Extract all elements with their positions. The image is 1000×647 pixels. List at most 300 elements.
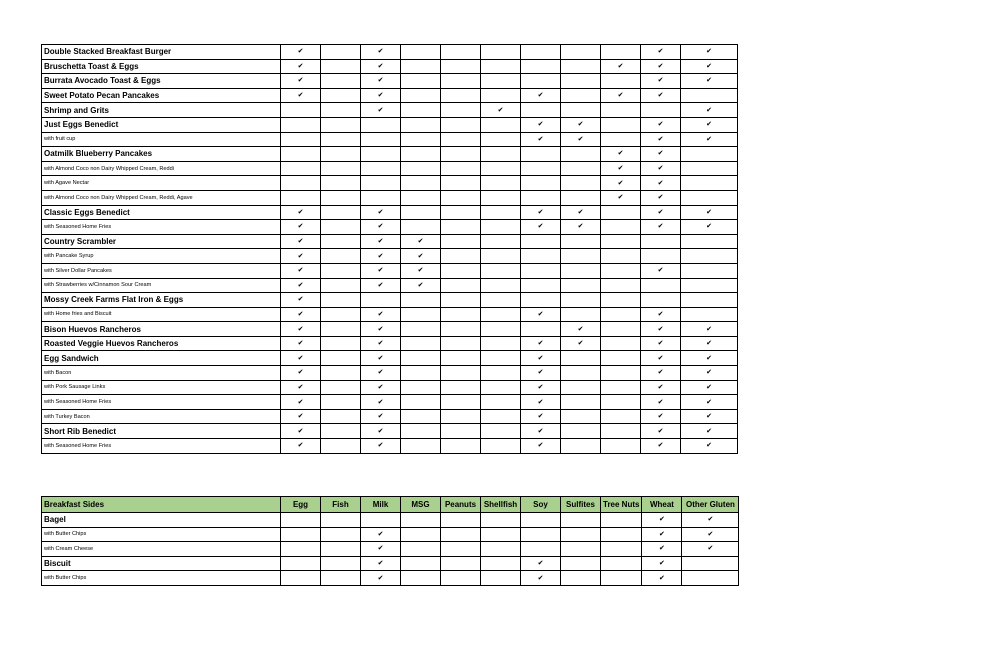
allergen-cell xyxy=(281,527,321,542)
check-icon: ✔ xyxy=(297,238,304,246)
allergen-cell xyxy=(401,439,441,454)
allergen-cell xyxy=(641,205,681,220)
check-icon: ✔ xyxy=(577,121,584,129)
allergen-cell xyxy=(561,234,601,249)
allergen-cell xyxy=(441,293,481,308)
allergen-cell xyxy=(481,293,521,308)
table-row xyxy=(42,322,738,337)
table-row xyxy=(42,395,738,410)
allergen-cell xyxy=(641,366,681,381)
allergen-cell xyxy=(441,176,481,191)
table-row xyxy=(42,366,738,381)
allergen-cell xyxy=(601,366,641,381)
allergen-cell xyxy=(561,161,601,176)
allergen-cell xyxy=(481,380,521,395)
allergen-cell xyxy=(521,45,561,60)
allergen-cell xyxy=(401,278,441,293)
allergen-cell xyxy=(441,234,481,249)
table-row xyxy=(42,293,738,308)
allergen-cell xyxy=(361,190,401,205)
allergen-cell xyxy=(441,513,481,528)
allergen-cell xyxy=(321,556,361,571)
allergen-cell xyxy=(681,366,738,381)
check-icon: ✔ xyxy=(659,545,665,553)
check-icon: ✔ xyxy=(657,340,664,348)
check-icon: ✔ xyxy=(706,442,712,450)
allergen-cell xyxy=(561,278,601,293)
allergen-cell xyxy=(681,74,738,89)
allergen-cell xyxy=(321,161,361,176)
allergen-cell xyxy=(521,556,561,571)
allergen-cell xyxy=(401,409,441,424)
allergen-cell xyxy=(401,424,441,439)
allergen-cell xyxy=(601,59,641,74)
sides-header-row xyxy=(42,497,739,513)
allergen-cell xyxy=(361,439,401,454)
allergen-cell xyxy=(321,205,361,220)
check-icon: ✔ xyxy=(657,150,664,158)
check-icon: ✔ xyxy=(537,223,544,231)
allergen-cell xyxy=(561,513,601,528)
check-icon: ✔ xyxy=(657,121,664,129)
allergen-cell xyxy=(601,117,641,132)
allergen-cell xyxy=(361,542,401,557)
menu-item-name: Burrata Avocado Toast & Eggs xyxy=(42,74,281,89)
allergen-cell xyxy=(281,439,321,454)
allergen-cell xyxy=(321,542,361,557)
allergen-cell xyxy=(641,234,681,249)
allergen-cell xyxy=(361,351,401,366)
allergen-cell xyxy=(361,366,401,381)
check-icon: ✔ xyxy=(657,427,664,435)
check-icon: ✔ xyxy=(706,48,712,56)
allergen-cell xyxy=(481,366,521,381)
allergen-cell xyxy=(281,88,321,103)
table-row xyxy=(42,278,738,293)
allergen-cell xyxy=(681,234,738,249)
allergen-cell xyxy=(321,527,361,542)
sides-table-body xyxy=(42,513,739,586)
allergen-cell xyxy=(601,439,641,454)
allergen-cell xyxy=(441,527,481,542)
table-row xyxy=(42,263,738,278)
allergen-cell xyxy=(361,59,401,74)
allergen-cell xyxy=(601,220,641,235)
allergen-cell xyxy=(481,205,521,220)
check-icon: ✔ xyxy=(657,442,664,450)
allergen-cell xyxy=(681,395,738,410)
allergen-cell xyxy=(361,103,401,118)
allergen-cell xyxy=(641,395,681,410)
allergen-cell xyxy=(561,190,601,205)
allergen-cell xyxy=(441,322,481,337)
check-icon: ✔ xyxy=(707,530,714,538)
check-icon: ✔ xyxy=(297,340,304,348)
allergen-cell xyxy=(401,205,441,220)
allergen-cell xyxy=(401,336,441,351)
check-icon: ✔ xyxy=(377,252,384,260)
allergen-cell xyxy=(641,307,681,322)
allergen-cell xyxy=(321,571,361,586)
allergen-cell xyxy=(281,161,321,176)
check-icon: ✔ xyxy=(297,427,304,435)
check-icon: ✔ xyxy=(377,92,384,100)
allergen-cell xyxy=(281,263,321,278)
allergen-cell xyxy=(681,409,738,424)
allergen-cell xyxy=(681,293,738,308)
allergen-cell xyxy=(441,307,481,322)
allergen-cell xyxy=(321,366,361,381)
check-icon: ✔ xyxy=(706,62,712,70)
menu-item-name: Sweet Potato Pecan Pancakes xyxy=(42,88,281,103)
check-icon: ✔ xyxy=(657,267,664,275)
table-row xyxy=(42,409,738,424)
check-icon: ✔ xyxy=(297,398,304,406)
allergen-cell xyxy=(481,336,521,351)
allergen-cell xyxy=(601,263,641,278)
check-icon: ✔ xyxy=(577,325,584,333)
allergen-cell xyxy=(441,190,481,205)
allergen-cell xyxy=(681,59,738,74)
check-icon: ✔ xyxy=(417,252,424,260)
menu-item-variant: with Almond Coco non Dairy Whipped Cream, Reddi, Agave xyxy=(42,190,281,205)
allergen-cell xyxy=(361,322,401,337)
allergen-cell xyxy=(321,190,361,205)
allergen-cell xyxy=(481,527,521,542)
check-icon: ✔ xyxy=(706,208,712,216)
menu-item-variant: with Pancake Syrup xyxy=(42,249,281,264)
check-icon: ✔ xyxy=(657,194,664,202)
check-icon: ✔ xyxy=(297,325,304,333)
allergen-cell xyxy=(481,439,521,454)
check-icon: ✔ xyxy=(297,267,304,275)
check-icon: ✔ xyxy=(657,77,664,85)
allergen-cell xyxy=(481,161,521,176)
check-icon: ✔ xyxy=(497,106,504,114)
check-icon: ✔ xyxy=(297,92,304,100)
allergen-cell xyxy=(481,117,521,132)
column-header: Peanuts xyxy=(441,497,481,513)
allergen-cell xyxy=(682,513,739,528)
allergen-cell xyxy=(641,132,681,147)
allergen-cell xyxy=(561,132,601,147)
allergen-cell xyxy=(401,249,441,264)
check-icon: ✔ xyxy=(659,516,665,524)
check-icon: ✔ xyxy=(707,545,714,553)
table-row xyxy=(42,380,738,395)
allergen-cell xyxy=(361,234,401,249)
allergen-cell xyxy=(401,220,441,235)
allergen-cell xyxy=(601,190,641,205)
allergen-cell xyxy=(321,263,361,278)
allergen-cell xyxy=(361,293,401,308)
allergen-cell xyxy=(681,351,738,366)
allergen-cell xyxy=(481,409,521,424)
check-icon: ✔ xyxy=(417,281,424,289)
allergen-cell xyxy=(281,190,321,205)
menu-item-name: Shrimp and Grits xyxy=(42,103,281,118)
allergen-cell xyxy=(361,249,401,264)
allergen-cell xyxy=(401,161,441,176)
allergen-cell xyxy=(281,336,321,351)
check-icon: ✔ xyxy=(657,398,664,406)
allergen-cell xyxy=(281,278,321,293)
allergen-cell xyxy=(361,571,401,586)
allergen-cell xyxy=(561,424,601,439)
allergen-cell xyxy=(281,307,321,322)
table-row xyxy=(42,220,738,235)
table-row xyxy=(42,132,738,147)
allergen-cell xyxy=(281,571,321,586)
check-icon: ✔ xyxy=(537,92,544,100)
allergen-cell xyxy=(681,380,738,395)
allergen-cell xyxy=(601,205,641,220)
allergen-cell xyxy=(281,542,321,557)
allergen-cell xyxy=(361,556,401,571)
check-icon: ✔ xyxy=(297,442,304,450)
allergen-cell xyxy=(401,132,441,147)
allergen-cell xyxy=(681,190,738,205)
menu-item-name: Oatmilk Blueberry Pancakes xyxy=(42,147,281,162)
check-icon: ✔ xyxy=(617,179,624,187)
table-row xyxy=(42,351,738,366)
allergen-cell xyxy=(521,542,561,557)
allergen-cell xyxy=(601,409,641,424)
allergen-cell xyxy=(441,132,481,147)
allergen-cell xyxy=(681,103,738,118)
allergen-cell xyxy=(441,424,481,439)
allergen-cell xyxy=(641,278,681,293)
allergen-cell xyxy=(281,322,321,337)
allergen-cell xyxy=(641,176,681,191)
check-icon: ✔ xyxy=(537,208,544,216)
allergen-cell xyxy=(601,527,642,542)
check-icon: ✔ xyxy=(377,223,384,231)
table-row xyxy=(42,205,738,220)
check-icon: ✔ xyxy=(706,427,712,435)
allergen-cell xyxy=(321,249,361,264)
allergen-cell xyxy=(521,336,561,351)
allergen-cell xyxy=(321,336,361,351)
allergen-cell xyxy=(521,571,561,586)
allergen-cell xyxy=(481,571,521,586)
allergen-cell xyxy=(561,351,601,366)
check-icon: ✔ xyxy=(657,62,664,70)
check-icon: ✔ xyxy=(706,223,712,231)
check-icon: ✔ xyxy=(377,369,384,377)
table-row xyxy=(42,45,738,60)
allergen-cell xyxy=(321,220,361,235)
allergen-cell xyxy=(441,336,481,351)
check-icon: ✔ xyxy=(617,165,624,173)
allergen-cell xyxy=(481,59,521,74)
allergen-cell xyxy=(281,380,321,395)
allergen-cell xyxy=(481,190,521,205)
column-header: Shellfish xyxy=(481,497,521,513)
allergen-cell xyxy=(281,103,321,118)
allergen-cell xyxy=(521,409,561,424)
check-icon: ✔ xyxy=(537,398,544,406)
check-icon: ✔ xyxy=(377,545,384,553)
allergen-cell xyxy=(601,322,641,337)
table-row xyxy=(42,542,739,557)
allergen-cell xyxy=(681,161,738,176)
table-row xyxy=(42,439,738,454)
allergen-cell xyxy=(521,234,561,249)
allergen-cell xyxy=(521,278,561,293)
menu-item-name: Bison Huevos Rancheros xyxy=(42,322,281,337)
allergen-cell xyxy=(401,117,441,132)
allergen-cell xyxy=(361,424,401,439)
allergen-cell xyxy=(601,336,641,351)
allergen-cell xyxy=(681,336,738,351)
allergen-cell xyxy=(681,307,738,322)
check-icon: ✔ xyxy=(537,369,544,377)
allergen-cell xyxy=(601,395,641,410)
allergen-cell xyxy=(281,366,321,381)
allergen-cell xyxy=(401,351,441,366)
menu-item-name: Just Eggs Benedict xyxy=(42,117,281,132)
allergen-cell xyxy=(521,161,561,176)
table-row xyxy=(42,147,738,162)
check-icon: ✔ xyxy=(297,354,304,362)
allergen-cell xyxy=(321,278,361,293)
allergen-cell xyxy=(321,424,361,439)
check-icon: ✔ xyxy=(537,383,544,391)
check-icon: ✔ xyxy=(706,369,712,377)
check-icon: ✔ xyxy=(617,150,624,158)
allergen-cell xyxy=(561,249,601,264)
allergen-cell xyxy=(601,380,641,395)
allergen-cell xyxy=(481,220,521,235)
check-icon: ✔ xyxy=(706,354,712,362)
allergen-cell xyxy=(681,263,738,278)
column-header: Soy xyxy=(521,497,561,513)
allergen-cell xyxy=(281,132,321,147)
allergen-cell xyxy=(361,220,401,235)
check-icon: ✔ xyxy=(537,442,544,450)
menu-item-name: Mossy Creek Farms Flat Iron & Eggs xyxy=(42,293,281,308)
allergen-cell xyxy=(561,336,601,351)
table-row xyxy=(42,74,738,89)
allergen-cell xyxy=(481,556,521,571)
allergen-cell xyxy=(561,556,601,571)
allergen-cell xyxy=(361,263,401,278)
allergen-cell xyxy=(281,205,321,220)
menu-item-variant: with Silver Dollar Pancakes xyxy=(42,263,281,278)
check-icon: ✔ xyxy=(659,574,665,582)
allergen-cell xyxy=(601,74,641,89)
allergen-cell xyxy=(481,74,521,89)
menu-item-variant: with Seasoned Home Fries xyxy=(42,220,281,235)
allergen-cell xyxy=(401,380,441,395)
check-icon: ✔ xyxy=(657,179,664,187)
allergen-cell xyxy=(601,556,642,571)
allergen-cell xyxy=(401,45,441,60)
allergen-cell xyxy=(561,103,601,118)
allergen-cell xyxy=(401,147,441,162)
menu-item-variant: with fruit cup xyxy=(42,132,281,147)
allergen-cell xyxy=(521,190,561,205)
menu-item-variant: with Seasoned Home Fries xyxy=(42,395,281,410)
allergen-cell xyxy=(521,249,561,264)
allergen-cell xyxy=(521,103,561,118)
allergen-cell xyxy=(321,293,361,308)
allergen-cell xyxy=(681,205,738,220)
allergen-cell xyxy=(441,380,481,395)
check-icon: ✔ xyxy=(657,165,664,173)
allergen-cell xyxy=(361,336,401,351)
check-icon: ✔ xyxy=(706,106,712,114)
check-icon: ✔ xyxy=(377,574,384,582)
menu-item-name: Roasted Veggie Huevos Rancheros xyxy=(42,336,281,351)
menu-item-variant: with Seasoned Home Fries xyxy=(42,439,281,454)
allergen-cell xyxy=(481,234,521,249)
allergen-cell xyxy=(441,571,481,586)
check-icon: ✔ xyxy=(657,369,664,377)
allergen-cell xyxy=(281,424,321,439)
check-icon: ✔ xyxy=(537,427,544,435)
allergen-cell xyxy=(361,132,401,147)
allergen-cell xyxy=(521,59,561,74)
check-icon: ✔ xyxy=(377,310,384,318)
allergen-cell xyxy=(361,117,401,132)
allergen-cell xyxy=(441,74,481,89)
check-icon: ✔ xyxy=(537,354,544,362)
allergen-cell xyxy=(481,249,521,264)
allergen-cell xyxy=(641,220,681,235)
column-header: MSG xyxy=(401,497,441,513)
check-icon: ✔ xyxy=(707,516,714,524)
allergen-cell xyxy=(441,147,481,162)
allergen-cell xyxy=(561,307,601,322)
allergen-cell xyxy=(521,527,561,542)
allergen-cell xyxy=(521,351,561,366)
allergen-cell xyxy=(361,205,401,220)
allergen-cell xyxy=(321,176,361,191)
check-icon: ✔ xyxy=(577,208,584,216)
allergen-cell xyxy=(401,88,441,103)
menu-item-variant: with Almond Coco non Dairy Whipped Cream, Reddi xyxy=(42,161,281,176)
check-icon: ✔ xyxy=(657,413,664,421)
table-row xyxy=(42,161,738,176)
allergen-cell xyxy=(321,88,361,103)
check-icon: ✔ xyxy=(577,223,584,231)
allergen-cell xyxy=(281,409,321,424)
allergen-cell xyxy=(281,351,321,366)
allergen-cell xyxy=(441,542,481,557)
table-row xyxy=(42,513,739,528)
check-icon: ✔ xyxy=(297,208,304,216)
allergen-cell xyxy=(401,556,441,571)
allergen-cell xyxy=(401,322,441,337)
allergen-cell xyxy=(681,220,738,235)
allergen-cell xyxy=(361,74,401,89)
check-icon: ✔ xyxy=(537,574,544,582)
allergen-cell xyxy=(401,542,441,557)
allergen-cell xyxy=(642,513,682,528)
allergen-cell xyxy=(281,556,321,571)
allergen-cell xyxy=(401,571,441,586)
table-row xyxy=(42,88,738,103)
allergen-cell xyxy=(601,542,642,557)
check-icon: ✔ xyxy=(657,223,664,231)
allergen-cell xyxy=(321,234,361,249)
allergen-cell xyxy=(401,263,441,278)
allergen-cell xyxy=(521,424,561,439)
allergen-cell xyxy=(601,161,641,176)
allergen-cell xyxy=(601,132,641,147)
